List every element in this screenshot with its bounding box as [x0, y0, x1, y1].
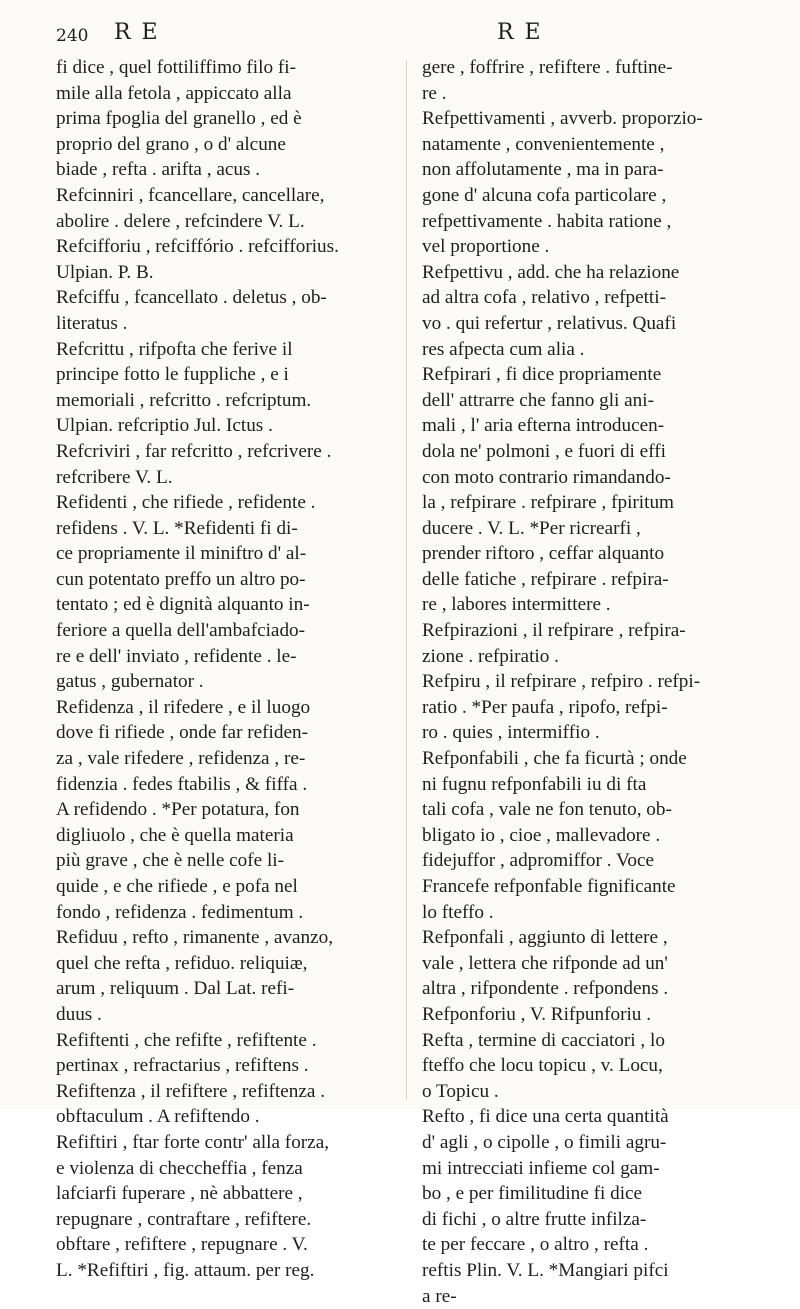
- right-line: gone d' alcuna cofa particolare ,: [422, 183, 762, 209]
- left-line: feriore a quella dell'ambafciado-: [56, 618, 396, 644]
- left-line: dove fi rifiede , onde far refiden-: [56, 720, 396, 746]
- left-line: quel che refta , refiduo. reliquiæ,: [56, 951, 396, 977]
- right-column: [422, 55, 762, 1309]
- running-head-right: R E: [497, 20, 543, 45]
- left-line: pertinax , refractarius , refiftens .: [56, 1053, 396, 1079]
- right-line: dola ne' polmoni , e fuori di effi: [422, 439, 762, 465]
- right-line: reftis Plin. V. L. *Mangiari pifci: [422, 1258, 762, 1284]
- right-line: o Topicu .: [422, 1079, 762, 1105]
- right-line: Refpiru , il refpirare , refpiro . refpi-: [422, 669, 762, 695]
- left-line: Ulpian. P. B.: [56, 260, 396, 286]
- left-column: [56, 55, 396, 1284]
- left-line: Refciffu , fcancellato . deletus , ob-: [56, 285, 396, 311]
- left-line: repugnare , contraftare , refiftere.: [56, 1207, 396, 1233]
- right-line: a re-: [422, 1284, 762, 1309]
- left-line: Ulpian. refcriptio Jul. Ictus .: [56, 413, 396, 439]
- running-head-left: R E: [114, 20, 160, 45]
- left-line: tentato ; ed è dignità alquanto in-: [56, 592, 396, 618]
- left-line: prima fpoglia del granello , ed è: [56, 106, 396, 132]
- right-line: tali cofa , vale ne fon tenuto, ob-: [422, 797, 762, 823]
- right-line: dell' attrarre che fanno gli ani-: [422, 388, 762, 414]
- left-line: Refiftenza , il refiftere , refiftenza .: [56, 1079, 396, 1105]
- right-line: mali , l' aria efterna introducen-: [422, 413, 762, 439]
- left-line: obftare , refiftere , repugnare . V.: [56, 1232, 396, 1258]
- left-line: cun potentato preffo un altro po-: [56, 567, 396, 593]
- left-line: Refidenti , che rifiede , refidente .: [56, 490, 396, 516]
- left-line: fondo , refidenza . fedimentum .: [56, 900, 396, 926]
- left-line: principe fotto le fuppliche , e i: [56, 362, 396, 388]
- right-line: Refponforiu , V. Rifpunforiu .: [422, 1002, 762, 1028]
- right-line: bligato io , cioe , mallevadore .: [422, 823, 762, 849]
- left-line: A refidendo . *Per potatura, fon: [56, 797, 396, 823]
- left-line: proprio del grano , o d' alcune: [56, 132, 396, 158]
- left-line: lafciarfi fuperare , nè abbattere ,: [56, 1181, 396, 1207]
- left-line: refcribere V. L.: [56, 465, 396, 491]
- left-line: digliuolo , che è quella materia: [56, 823, 396, 849]
- right-line: Refpettivamenti , avverb. proporzio-: [422, 106, 762, 132]
- left-line: duus .: [56, 1002, 396, 1028]
- left-line: biade , refta . arifta , acus .: [56, 157, 396, 183]
- right-line: ducere . V. L. *Per ricrearfi ,: [422, 516, 762, 542]
- left-line: Refcriviri , far refcritto , refcrivere .: [56, 439, 396, 465]
- left-line: refidens . V. L. *Refidenti fi di-: [56, 516, 396, 542]
- right-line: Refponfali , aggiunto di lettere ,: [422, 925, 762, 951]
- left-line: za , vale rifedere , refidenza , re-: [56, 746, 396, 772]
- right-line: Refponfabili , che fa ficurtà ; onde: [422, 746, 762, 772]
- right-line: Francefe refponfable fignificante: [422, 874, 762, 900]
- right-line: lo fteffo .: [422, 900, 762, 926]
- right-line: mi intrecciati infieme col gam-: [422, 1156, 762, 1182]
- right-line: di fichi , o altre frutte infilza-: [422, 1207, 762, 1233]
- right-line: fidejuffor , adpromiffor . Voce: [422, 848, 762, 874]
- column-divider: [406, 60, 407, 1100]
- right-line: gere , foffrire , refiftere . fuftine-: [422, 55, 762, 81]
- right-line: Refta , termine di cacciatori , lo: [422, 1028, 762, 1054]
- right-line: zione . refpiratio .: [422, 644, 762, 670]
- left-line: mile alla fetola , appiccato alla: [56, 81, 396, 107]
- right-line: Refpirazioni , il refpirare , refpira-: [422, 618, 762, 644]
- left-line: fidenzia . fedes ftabilis , & fiffa .: [56, 772, 396, 798]
- right-line: altra , rifpondente . refpondens .: [422, 976, 762, 1002]
- left-line: Refcrittu , rifpofta che ferive il: [56, 337, 396, 363]
- left-line: abolire . delere , refcindere V. L.: [56, 209, 396, 235]
- right-line: delle fatiche , refpirare . refpira-: [422, 567, 762, 593]
- right-line: la , refpirare . refpirare , fpiritum: [422, 490, 762, 516]
- right-line: d' agli , o cipolle , o fimili agru-: [422, 1130, 762, 1156]
- left-line: gatus , gubernator .: [56, 669, 396, 695]
- right-line: refpettivamente . habita ratione ,: [422, 209, 762, 235]
- left-line: più grave , che è nelle cofe li-: [56, 848, 396, 874]
- right-line: res afpecta cum alia .: [422, 337, 762, 363]
- right-line: te per feccare , o altro , refta .: [422, 1232, 762, 1258]
- left-line: ce propriamente il miniftro d' al-: [56, 541, 396, 567]
- left-line: Refcifforiu , refciffório . refcifforius.: [56, 234, 396, 260]
- right-line: prender riftoro , ceffar alquanto: [422, 541, 762, 567]
- left-line: Refiduu , refto , rimanente , avanzo,: [56, 925, 396, 951]
- right-line: re , labores intermittere .: [422, 592, 762, 618]
- right-line: Refpettivu , add. che ha relazione: [422, 260, 762, 286]
- left-line: Refiftiri , ftar forte contr' alla forza,: [56, 1130, 396, 1156]
- page-header: [0, 18, 800, 58]
- left-line: re e dell' inviato , refidente . le-: [56, 644, 396, 670]
- right-line: ni fugnu refponfabili iu di fta: [422, 772, 762, 798]
- left-line: L. *Refiftiri , fig. attaum. per reg.: [56, 1258, 396, 1284]
- left-line: fi dice , quel fottiliffimo filo fi-: [56, 55, 396, 81]
- right-line: Refto , fi dice una certa quantità: [422, 1104, 762, 1130]
- right-line: Refpirari , fi dice propriamente: [422, 362, 762, 388]
- left-line: memoriali , refcritto . refcriptum.: [56, 388, 396, 414]
- right-line: con moto contrario rimandando-: [422, 465, 762, 491]
- left-line: obftaculum . A refiftendo .: [56, 1104, 396, 1130]
- right-line: bo , e per fimilitudine fi dice: [422, 1181, 762, 1207]
- right-line: natamente , convenientemente ,: [422, 132, 762, 158]
- left-line: arum , reliquum . Dal Lat. refi-: [56, 976, 396, 1002]
- right-line: vale , lettera che rifponde ad un': [422, 951, 762, 977]
- page-number: 240: [56, 26, 88, 46]
- right-line: fteffo che locu topicu , v. Locu,: [422, 1053, 762, 1079]
- left-line: quide , e che rifiede , e pofa nel: [56, 874, 396, 900]
- right-line: vel proportione .: [422, 234, 762, 260]
- right-line: ratio . *Per paufa , ripofo, refpi-: [422, 695, 762, 721]
- left-line: Refcinniri , fcancellare, cancellare,: [56, 183, 396, 209]
- right-line: re .: [422, 81, 762, 107]
- left-line: e violenza di checcheffia , fenza: [56, 1156, 396, 1182]
- right-line: non affolutamente , ma in para-: [422, 157, 762, 183]
- left-line: Refidenza , il rifedere , e il luogo: [56, 695, 396, 721]
- right-line: ro . quies , intermiffio .: [422, 720, 762, 746]
- right-line: ad altra cofa , relativo , refpetti-: [422, 285, 762, 311]
- left-line: literatus .: [56, 311, 396, 337]
- left-line: Refiftenti , che refifte , refiftente .: [56, 1028, 396, 1054]
- right-line: vo . qui refertur , relativus. Quafi: [422, 311, 762, 337]
